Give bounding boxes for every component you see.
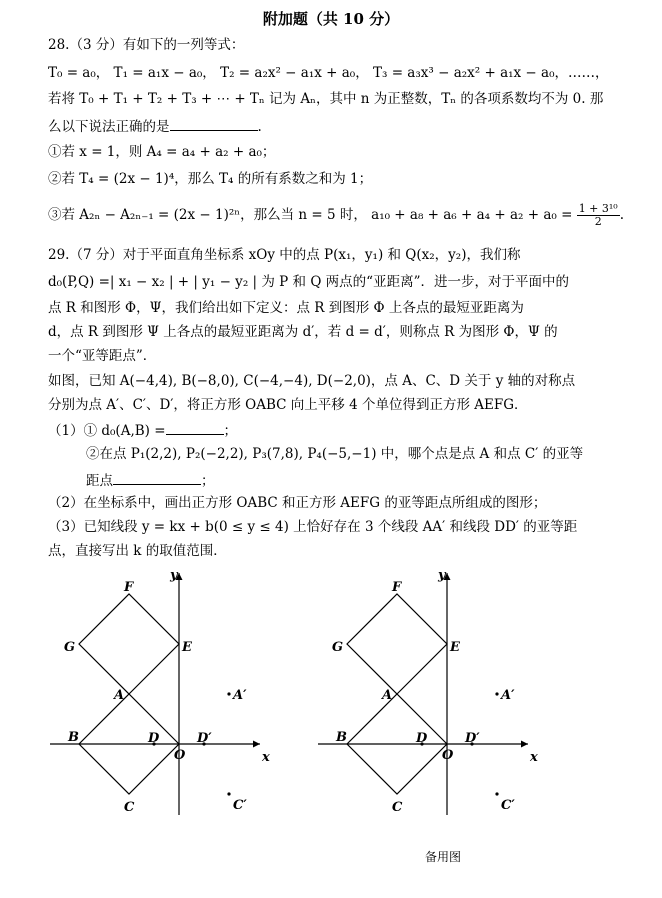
- q28-option-3: [48, 203, 648, 228]
- q29-line7: 分别为点 A′、C′、D′，将正方形 OABC 向上平移 4 个单位得到正方形 AEFG．: [48, 397, 528, 413]
- q28-formula-line: T₀ = a₀， T₁ = a₁x − a₀， T₂ = a₂x² − a₁x + a₀， T₃ = a₃x³ − a₂x² + a₁x − a₀，……，: [48, 65, 609, 81]
- label-f: F: [392, 580, 402, 595]
- q28-option-3-fraction: [577, 203, 620, 228]
- q29-sub3: （3）已知线段 y = kx + b(0 ≤ y ≤ 4) 上恰好存在 3 个线段 AA′ 和线段 DD′ 的亚等距: [48, 519, 578, 535]
- label-f: F: [124, 580, 134, 595]
- q28-option-3-text: ③若 A₂ₙ − A₂ₙ₋₁ = (2x − 1)²ⁿ，那么当 n = 5 时， a₁₀ + a₈ + a₆ + a₄ + a₂ + a₀ =: [48, 207, 573, 223]
- q29-sub1a-blank[interactable]: [166, 420, 224, 435]
- q28-header: 28.（3 分）有如下的一列等式：: [48, 37, 245, 53]
- q29-sub1b2-end: ；: [201, 473, 215, 489]
- label-y: y: [438, 568, 446, 583]
- figure-main: [50, 565, 300, 825]
- label-a: A: [382, 688, 393, 703]
- figure-backup: [318, 565, 568, 825]
- label-o: O: [174, 748, 186, 763]
- label-a-prime: A′: [501, 688, 515, 703]
- q29-line1: 29.（7 分）对于平面直角坐标系 xOy 中的点 P(x₁，y₁) 和 Q(x₂，y₂)，我们称: [48, 247, 521, 263]
- point-a-prime: [495, 692, 498, 695]
- q29-sub1b2: [86, 470, 662, 490]
- point-c-prime: [227, 792, 230, 795]
- point-a-prime: [227, 692, 230, 695]
- label-o: O: [442, 748, 454, 763]
- q29-sub3b: 点，直接写出 k 的取值范围．: [48, 543, 227, 559]
- label-d-prime: D′: [465, 731, 480, 746]
- label-y: y: [170, 568, 178, 583]
- label-c-prime: C′: [233, 798, 247, 813]
- label-a-prime: A′: [233, 688, 247, 703]
- q28-text-line2: [48, 116, 648, 136]
- q29-line6: 如图，已知 A(−4,4), B(−8,0), C(−4,−4), D(−2,0)，点 A、C、D 关于 y 轴的对称点: [48, 373, 576, 389]
- q28-text-line1: 若将 T₀ + T₁ + T₂ + T₃ + ⋯ + Tₙ 记为 Aₙ，其中 n 为正整数，Tₙ 的各项系数均不为 0. 那: [48, 91, 604, 107]
- q28-option-2: ②若 T₄ = (2x − 1)⁴，那么 T₄ 的所有系数之和为 1；: [48, 171, 373, 187]
- q28-question-text: 么以下说法正确的是: [48, 119, 170, 135]
- square-aefg: [79, 594, 179, 694]
- q29-line5: 一个“亚等距点”．: [48, 348, 157, 364]
- q29-sub1a-end: ；: [223, 423, 238, 439]
- q28-option-3-end: .: [619, 207, 625, 223]
- label-c: C: [392, 800, 403, 815]
- fraction-denominator: 2: [594, 215, 602, 228]
- label-g: G: [332, 640, 344, 655]
- label-e: E: [450, 640, 460, 655]
- fraction-numerator: 1 + 3¹⁰: [578, 202, 618, 215]
- q29-sub1b2-text: 距点: [86, 473, 113, 489]
- label-e: E: [182, 640, 192, 655]
- label-b: B: [68, 730, 79, 745]
- q29-sub2: （2）在坐标系中，画出正方形 OABC 和正方形 AEFG 的亚等距点所组成的图形；: [48, 495, 547, 511]
- q29-line2: d₀(P,Q) =| x₁ − x₂ | + | y₁ − y₂ | 为 P 和 Q 两点的“亚距离”．进一步，对于平面中的: [48, 274, 569, 290]
- label-x: x: [262, 750, 270, 765]
- point-c-prime: [495, 792, 498, 795]
- label-c-prime: C′: [501, 798, 515, 813]
- label-g: G: [64, 640, 76, 655]
- q28-answer-blank[interactable]: [170, 116, 258, 131]
- q29-sub1b: ②在点 P₁(2,2), P₂(−2,2), P₃(7,8), P₄(−5,−1) 中，哪个点是点 A 和点 C′ 的亚等: [86, 446, 584, 462]
- section-title: 附加题（共 10 分）: [262, 10, 400, 28]
- q29-sub1a: [48, 420, 648, 440]
- q28-option-1: ①若 x = 1，则 A₄ = a₄ + a₂ + a₀；: [48, 144, 276, 160]
- q28-period: .: [257, 119, 262, 135]
- label-x: x: [530, 750, 538, 765]
- label-d: D: [416, 731, 428, 746]
- q29-sub1b-blank[interactable]: [113, 470, 201, 485]
- figure-caption: 备用图: [425, 850, 462, 864]
- q29-sub1a-text: （1）① d₀(A,B) =: [48, 423, 166, 439]
- label-d-prime: D′: [197, 731, 212, 746]
- label-a: A: [114, 688, 125, 703]
- q29-line3: 点 R 和图形 Φ，Ψ，我们给出如下定义：点 R 到图形 Φ 上各点的最短亚距离为: [48, 300, 524, 316]
- label-d: D: [148, 731, 160, 746]
- square-aefg: [347, 594, 447, 694]
- q29-line4: d，点 R 到图形 Ψ 上各点的最短亚距离为 d′，若 d = d′，则称点 R 为图形 Φ，Ψ 的: [48, 324, 558, 340]
- label-c: C: [124, 800, 135, 815]
- label-b: B: [336, 730, 347, 745]
